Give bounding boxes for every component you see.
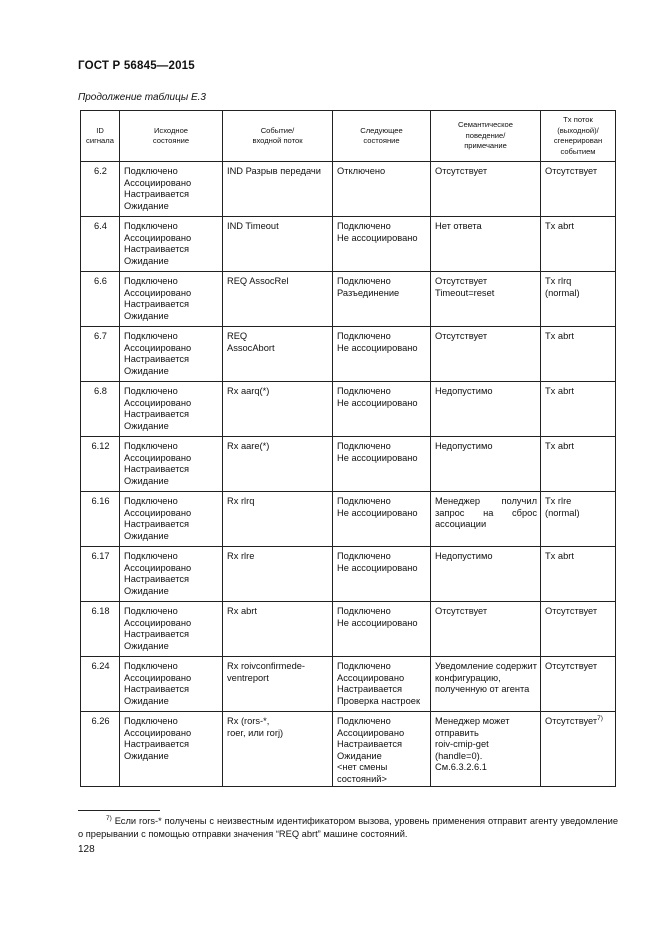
table-row [81,382,616,437]
cell-initial-state: Подключено Ассоциировано Настраивается Ожидание [124,661,192,706]
page-number: 128 [78,844,95,855]
cell-tx: Tx rlre (normal) [545,496,580,518]
cell-tx: Tx abrt [545,551,574,561]
table-row [81,492,616,547]
cell-semantic: Недопустимо [435,386,493,396]
cell-semantic: Недопустимо [435,551,493,561]
cell-tx: Отсутствует [545,606,598,616]
cell-next-state: Подключено Не ассоциировано [337,606,418,628]
column-header-initial-state: Исходное состояние [120,111,223,162]
table-caption: Продолжение таблицы Е.3 [78,92,206,103]
cell-initial-state: Подключено Ассоциировано Настраивается Ожидание [124,386,192,431]
table-row [81,327,616,382]
cell-event: Rx (rors-*, roer, или rorj) [227,716,284,738]
column-header-next-state: Следующее состояние [333,111,431,162]
cell-next-state: Подключено Не ассоциировано [337,441,418,463]
cell-next-state: Подключено Не ассоциировано [337,551,418,573]
cell-initial-state: Подключено Ассоциировано Настраивается Ожидание [124,441,192,486]
cell-next-state: Подключено Ассоциировано Настраивается Ожидание <нет смены состояний> [337,716,405,784]
cell-event: Rx aarq(*) [227,386,270,396]
footnote-marker: 7) [106,815,112,822]
cell-initial-state: Подключено Ассоциировано Настраивается Ожидание [124,221,192,266]
column-header-id: ID сигнала [81,111,120,162]
cell-tx: Отсутствует [545,166,598,176]
cell-semantic: Отсутствует [435,331,488,341]
cell-event: IND Timeout [227,221,279,231]
cell-tx: Отсутствует [545,661,598,671]
cell-next-state: Подключено Не ассоциировано [337,331,418,353]
cell-next-state: Подключено Не ассоциировано [337,221,418,243]
cell-id: 6.18 [91,606,110,616]
cell-event: Rx abrt [227,606,257,616]
cell-semantic: Отсутствует [435,166,488,176]
cell-next-state: Подключено Разъединение [337,276,400,298]
cell-initial-state: Подключено Ассоциировано Настраивается Ожидание [124,716,192,761]
cell-semantic: Менеджер может отправить roiv-cmip-get (handle=0). См.6.3.2.6.1 [435,716,510,772]
cell-tx: Tx abrt [545,441,574,451]
cell-tx: Tx abrt [545,331,574,341]
column-header-semantic: Семантическое поведение/ примечание [431,111,541,162]
cell-event: IND Разрыв передачи [227,166,321,176]
cell-semantic: Нет ответа [435,221,482,231]
cell-next-state: Подключено Не ассоциировано [337,386,418,408]
table-row [81,657,616,712]
cell-tx [545,712,612,728]
table-row [81,272,616,327]
cell-semantic: Уведомление содержит конфигурацию, полученную от агента [435,661,538,694]
table-row [81,437,616,492]
column-header-tx: Tx поток (выходной)/ сгенерирован событием [541,111,616,162]
cell-id: 6.16 [91,496,110,506]
table-row [81,547,616,602]
column-header-event: Событие/ входной поток [223,111,333,162]
document-title: ГОСТ Р 56845—2015 [78,60,195,72]
cell-initial-state: Подключено Ассоциировано Настраивается Ожидание [124,606,192,651]
cell-event: Rx roivconfirmede- ventreport [227,661,306,683]
cell-id: 6.17 [91,551,110,561]
cell-id: 6.12 [91,441,110,451]
cell-tx: Tx abrt [545,386,574,396]
cell-initial-state: Подключено Ассоциировано Настраивается Ожидание [124,551,192,596]
cell-id: 6.24 [91,661,110,671]
footnote-reference: 7) [597,715,603,722]
cell-semantic: Недопустимо [435,441,493,451]
cell-next-state: Подключено Ассоциировано Настраивается Проверка настроек [337,661,421,706]
cell-id: 6.4 [94,221,107,231]
cell-next-state: Подключено Не ассоциировано [337,496,418,518]
cell-tx: Tx rlrq (normal) [545,276,580,298]
footnote-divider [78,810,160,811]
cell-initial-state: Подключено Ассоциировано Настраивается Ожидание [124,496,192,541]
cell-initial-state: Подключено Ассоциировано Настраивается Ожидание [124,331,192,376]
cell-tx: Tx abrt [545,221,574,231]
cell-event: Rx rlrq [227,496,255,506]
table-header-row [81,111,616,162]
cell-id: 6.7 [94,331,107,341]
cell-initial-state: Подключено Ассоциировано Настраивается Ожидание [124,166,192,211]
cell-next-state: Отключено [337,166,386,176]
cell-event: REQ AssocRel [227,276,289,286]
cell-id: 6.8 [94,386,107,396]
footnote-text: Если rors-* получены с неизвестным идентификатором вызова, уровень применения отправит агенту уведомление о прерывании с помощью отправки значения “REQ abrt” машине состояний. [78,816,618,839]
cell-id: 6.6 [94,276,107,286]
table-row [81,162,616,217]
cell-id: 6.2 [94,166,107,176]
table-row [81,217,616,272]
cell-initial-state: Подключено Ассоциировано Настраивается Ожидание [124,276,192,321]
cell-tx-text: Отсутствует [545,716,598,726]
cell-semantic: Менеджер получил запрос на сброс ассоциации [435,496,537,529]
cell-event: Rx rlre [227,551,255,561]
state-transition-table [80,110,616,787]
footnote [78,815,618,841]
table-row [81,602,616,657]
cell-event: Rx aare(*) [227,441,270,451]
cell-semantic: Отсутствует Timeout=reset [435,276,495,298]
cell-id: 6.26 [91,716,110,726]
table-row [81,712,616,787]
cell-event: REQ AssocAbort [227,331,275,353]
cell-semantic: Отсутствует [435,606,488,616]
